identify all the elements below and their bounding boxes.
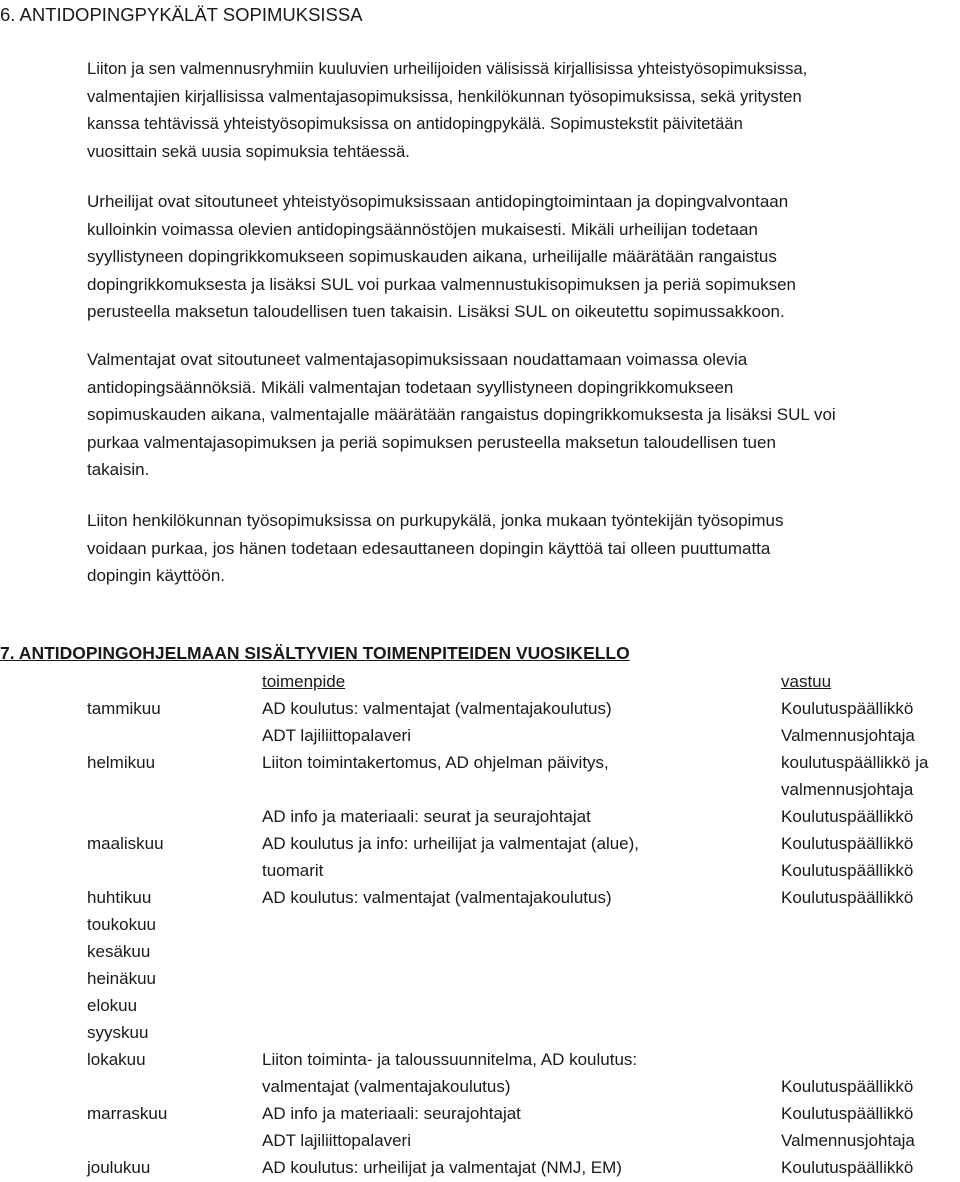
- schedule-row: [0, 776, 960, 804]
- schedule-responsible: koulutuspäällikkö ja: [781, 753, 929, 772]
- schedule-header-row: [0, 668, 960, 696]
- schedule-row: [0, 695, 960, 723]
- schedule-month: lokakuu: [87, 1050, 146, 1069]
- schedule-responsible: Valmennusjohtaja: [781, 1131, 915, 1150]
- schedule-action: Liiton toimintakertomus, AD ohjelman päivitys,: [262, 753, 609, 772]
- schedule-responsible: Koulutuspäällikkö: [781, 861, 914, 880]
- text-line: Liiton ja sen valmennusryhmiin kuuluvien urheilijoiden välisissä kirjallisissa yhteistyösopimuksissa,: [87, 59, 808, 78]
- schedule-row: [0, 1073, 960, 1101]
- column-header-toimenpide: toimenpide: [262, 672, 346, 691]
- schedule-responsible: Koulutuspäällikkö: [781, 888, 914, 907]
- schedule-month: kesäkuu: [87, 942, 151, 961]
- text-line: antidopingsäännöksiä. Mikäli valmentajan todetaan syyllistyneen dopingrikkomukseen: [87, 377, 734, 397]
- schedule-row: [0, 1019, 960, 1047]
- schedule-row: [0, 992, 960, 1020]
- schedule-row: [0, 749, 960, 777]
- section-7-heading: 7. ANTIDOPINGOHJELMAAN SISÄLTYVIEN TOIMENPITEIDEN VUOSIKELLO: [0, 643, 630, 663]
- text-line: dopingrikkomuksesta ja lisäksi SUL voi purkaa valmennustukisopimuksen ja periä sopimuksen: [87, 274, 796, 294]
- text-line: voidaan purkaa, jos hänen todetaan edesauttaneen dopingin käyttöä tai olleen puuttumatta: [87, 538, 771, 558]
- schedule-responsible: valmennusjohtaja: [781, 780, 914, 799]
- text-line: purkaa valmentajasopimuksen ja periä sopimuksen perusteella maksetun taloudellisen tuen: [87, 432, 776, 452]
- schedule-action: AD info ja materiaali: seurajohtajat: [262, 1104, 521, 1123]
- schedule-month: toukokuu: [87, 915, 156, 934]
- text-line: kulloinkin voimassa olevien antidopingsäännöstöjen mukaisesti. Mikäli urheilijan todetaan: [87, 219, 758, 239]
- schedule-month: tammikuu: [87, 699, 161, 718]
- schedule-responsible: Koulutuspäällikkö: [781, 1077, 914, 1096]
- schedule-month: maaliskuu: [87, 834, 164, 853]
- column-header-vastuu: vastuu: [781, 672, 832, 691]
- schedule-action: AD koulutus: valmentajat (valmentajakoulutus): [262, 699, 612, 718]
- text-line: Valmentajat ovat sitoutuneet valmentajasopimuksissaan noudattamaan voimassa olevia: [87, 350, 748, 369]
- text-line: perusteella maksetun taloudellisen tuen takaisin. Lisäksi SUL on oikeutettu sopimussakkoon.: [87, 302, 785, 322]
- schedule-responsible: Koulutuspäällikkö: [781, 807, 914, 826]
- text-line: sopimuskauden aikana, valmentajalle määrätään rangaistus dopingrikkomuksesta ja lisäksi SUL voi: [87, 405, 836, 425]
- schedule-responsible: Koulutuspäällikkö: [781, 1104, 914, 1123]
- schedule-row: [0, 938, 960, 966]
- text-line: kanssa tehtävissä yhteistyösopimuksissa on antidopingpykälä. Sopimustekstit päivitetään: [87, 114, 743, 134]
- text-line: takaisin.: [87, 460, 150, 480]
- text-line: dopingin käyttöön.: [87, 566, 225, 586]
- schedule-action: ADT lajiliittopalaveri: [262, 1131, 411, 1150]
- schedule-row: [0, 1046, 960, 1074]
- text-line: valmentajien kirjallisissa valmentajasopimuksissa, henkilökunnan työsopimuksissa, sekä yritysten: [87, 86, 802, 106]
- paragraph-staff: [87, 507, 783, 590]
- schedule-row: [0, 857, 960, 885]
- section-6-heading: 6. ANTIDOPINGPYKÄLÄT SOPIMUKSISSA: [0, 4, 363, 25]
- text-line: syyllistyneen dopingrikkomukseen sopimuskauden aikana, urheilijalle määrätään rangaistus: [87, 247, 777, 267]
- schedule-action: AD koulutus: urheilijat ja valmentajat (NMJ, EM): [262, 1158, 622, 1177]
- schedule-row: [0, 1100, 960, 1128]
- schedule-action: AD koulutus: valmentajat (valmentajakoulutus): [262, 888, 612, 907]
- schedule-row: [0, 830, 960, 858]
- schedule-row: [0, 911, 960, 939]
- schedule-month: joulukuu: [87, 1158, 151, 1177]
- schedule-action: ADT lajiliittopalaveri: [262, 726, 411, 745]
- schedule-month: elokuu: [87, 996, 138, 1015]
- schedule-row: [0, 965, 960, 993]
- paragraph-agreements: [87, 55, 807, 165]
- schedule-responsible: Koulutuspäällikkö: [781, 699, 914, 718]
- schedule-responsible: Koulutuspäällikkö: [781, 1158, 914, 1177]
- schedule-month: helmikuu: [87, 753, 156, 772]
- schedule-action: Liiton toiminta- ja taloussuunnitelma, AD koulutus:: [262, 1050, 638, 1069]
- text-line: Urheilijat ovat sitoutuneet yhteistyösopimuksissaan antidopingtoimintaan ja dopingvalvontaan: [87, 192, 789, 211]
- schedule-month: heinäkuu: [87, 969, 157, 988]
- schedule-month: syyskuu: [87, 1023, 149, 1042]
- schedule-month: marraskuu: [87, 1104, 168, 1123]
- schedule-row: [0, 803, 960, 831]
- paragraph-athletes: [87, 188, 796, 326]
- schedule-responsible: Koulutuspäällikkö: [781, 834, 914, 853]
- schedule-action: AD koulutus ja info: urheilijat ja valmentajat (alue),: [262, 834, 640, 853]
- schedule-row: [0, 884, 960, 912]
- text-line: Liiton henkilökunnan työsopimuksissa on purkupykälä, jonka mukaan työntekijän työsopimus: [87, 511, 784, 530]
- schedule-responsible: Valmennusjohtaja: [781, 726, 915, 745]
- paragraph-coaches: [87, 346, 836, 484]
- schedule-row: [0, 722, 960, 750]
- schedule-month: huhtikuu: [87, 888, 152, 907]
- text-line: vuosittain sekä uusia sopimuksia tehtäessä.: [87, 141, 410, 161]
- schedule-action: AD info ja materiaali: seurat ja seurajohtajat: [262, 807, 591, 826]
- schedule-row: [0, 1127, 960, 1155]
- schedule-action: tuomarit: [262, 861, 324, 880]
- schedule-action: valmentajat (valmentajakoulutus): [262, 1077, 511, 1096]
